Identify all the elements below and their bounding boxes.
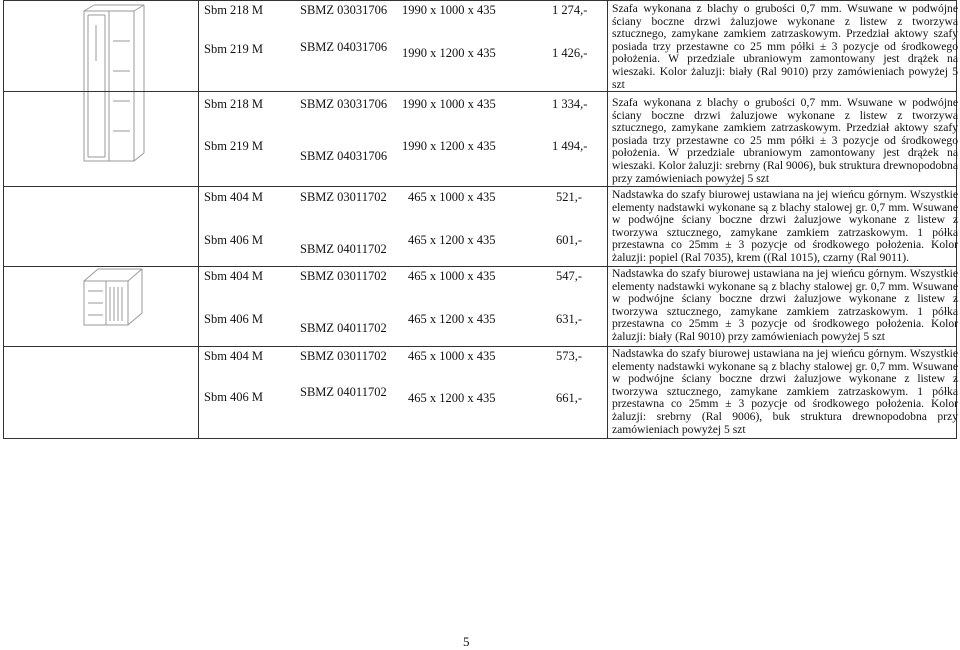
- price-cell: 1 426,-: [552, 46, 588, 60]
- code-cell: SBMZ 04011702: [300, 242, 387, 256]
- dims-cell: 465 x 1000 x 435: [408, 190, 496, 204]
- description-cell: Nadstawka do szafy biurowej ustawiana na jej wieńcu górnym. Wszystkie elementy nadstawki wykonane są z blachy stalowej gr. 0,7 mm. Wsuwane w podwójne ściany boczne drzwi żaluzjowe wykonane z listew z tworzywa sztucznego, zamykane zamkiem zatrzaskowym. 1 półka przestawna co 25mm ± 3 pozycje od środkowego położenia. Kolor żaluzji: biały (Ral 9010) przy zamówieniach powyżej 5 szt: [612, 267, 958, 343]
- model-cell: Sbm 219 M: [204, 139, 264, 153]
- model-cell: Sbm 218 M: [204, 3, 264, 17]
- table-group: [4, 187, 956, 267]
- price-cell: 601,-: [556, 233, 583, 247]
- model-cell: Sbm 404 M: [204, 190, 264, 204]
- price-table: [3, 0, 957, 439]
- price-cell: 1 494,-: [552, 139, 588, 153]
- price-cell: 661,-: [556, 391, 583, 405]
- dims-cell: 465 x 1200 x 435: [408, 233, 496, 247]
- code-cell: SBMZ 03031706: [300, 3, 388, 17]
- description-cell: Szafa wykonana z blachy o grubości 0,7 mm. Wsuwane w podwójne ściany boczne drzwi żaluzjowe wykonane z listew z tworzywa sztucznego, zamykane zamkiem zatrzaskowym. Przedział aktowy szafy posiada trzy przestawne co 25 mm półki ± 3 pozycje od środkowego położenia. W przedziale ubraniowym zamontowany jest drążek na wieszaki. Kolor żaluzji: srebrny (Ral 9006), buk struktura drewnopodobna przy zamówieniach powyżej 5 szt: [612, 96, 958, 185]
- price-cell: 521,-: [556, 190, 583, 204]
- table-group: [4, 267, 956, 347]
- description-cell: Szafa wykonana z blachy o grubości 0,7 mm. Wsuwane w podwójne ściany boczne drzwi żaluzjowe wykonane z listew z tworzywa sztucznego, zamykane zamkiem zatrzaskowym. Przedział aktowy szafy posiada trzy przestawne co 25 mm półki ± 3 pozycje od środkowego położenia. W przedziale ubraniowym zamontowany jest drążek na wieszaki. Kolor żaluzji: biały (Ral 9010) przy zamówieniach powyżej 5 szt: [612, 2, 958, 91]
- price-cell: 547,-: [556, 269, 583, 283]
- table-group: [4, 347, 956, 439]
- table-group: [4, 1, 956, 92]
- dims-cell: 1990 x 1000 x 435: [402, 3, 496, 17]
- dims-cell: 1990 x 1200 x 435: [402, 46, 496, 60]
- price-cell: 573,-: [556, 349, 583, 363]
- table-group: [4, 92, 956, 187]
- description-cell: Nadstawka do szafy biurowej ustawiana na jej wieńcu górnym. Wszystkie elementy nadstawki wykonane są z blachy stalowej gr. 0,7 mm. Wsuwane w podwójne ściany boczne drzwi żaluzjowe wykonane z listew z tworzywa sztucznego, zamykane zamkiem zatrzaskowym. 1 półka przestawna co 25mm ± 3 pozycje od środkowego położenia. Kolor żaluzji: srebrny (Ral 9006), buk struktura drewnopodobna przy zamówieniach powyżej 5 szt: [612, 347, 958, 436]
- model-cell: Sbm 218 M: [204, 97, 264, 111]
- code-cell: SBMZ 04031706: [300, 149, 388, 163]
- dims-cell: 1990 x 1000 x 435: [402, 97, 496, 111]
- description-cell: Nadstawka do szafy biurowej ustawiana na jej wieńcu górnym. Wszystkie elementy nadstawki wykonane są z blachy stalowej gr. 0,7 mm. Wsuwane w podwójne ściany boczne drzwi żaluzjowe wykonane z listew z tworzywa sztucznego, zamykane zamkiem zatrzaskowym. 1 półka przestawna co 25mm ± 3 pozycje od środkowego położenia. Kolor żaluzji: popiel (Ral 7035), krem ((Ral 1015), czarny (Ral 9011).: [612, 188, 958, 264]
- code-cell: SBMZ 03011702: [300, 269, 387, 283]
- dims-cell: 465 x 1200 x 435: [408, 391, 496, 405]
- price-cell: 631,-: [556, 312, 583, 326]
- model-cell: Sbm 404 M: [204, 349, 264, 363]
- code-cell: SBMZ 03011702: [300, 190, 387, 204]
- code-cell: SBMZ 04031706: [300, 40, 388, 54]
- dims-cell: 465 x 1200 x 435: [408, 312, 496, 326]
- model-cell: Sbm 406 M: [204, 233, 264, 247]
- dims-cell: 465 x 1000 x 435: [408, 269, 496, 283]
- page-number: 5: [463, 634, 470, 649]
- code-cell: SBMZ 03011702: [300, 349, 387, 363]
- model-cell: Sbm 404 M: [204, 269, 264, 283]
- price-cell: 1 334,-: [552, 97, 588, 111]
- code-cell: SBMZ 03031706: [300, 97, 388, 111]
- model-cell: Sbm 406 M: [204, 312, 264, 326]
- model-cell: Sbm 406 M: [204, 390, 264, 404]
- model-cell: Sbm 219 M: [204, 42, 264, 56]
- code-cell: SBMZ 04011702: [300, 385, 387, 399]
- price-cell: 1 274,-: [552, 3, 588, 17]
- code-cell: SBMZ 04011702: [300, 321, 387, 335]
- dims-cell: 465 x 1000 x 435: [408, 349, 496, 363]
- dims-cell: 1990 x 1200 x 435: [402, 139, 496, 153]
